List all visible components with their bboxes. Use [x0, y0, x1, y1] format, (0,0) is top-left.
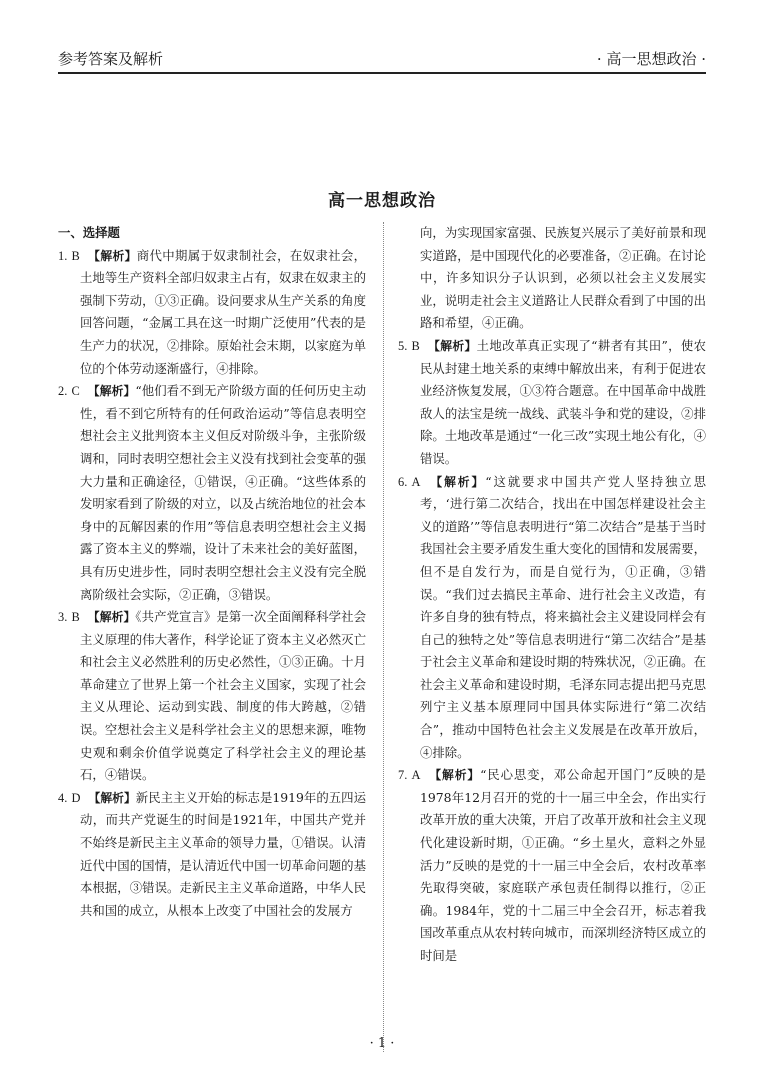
question-number: 1.: [58, 248, 68, 263]
question-answer: A: [411, 768, 421, 783]
question-text: 新民主主义开始的标志是1919年的五四运动，而共产党诞生的时间是1921年，中国共产党并不始终是新民主主义革命的领导力量，①错误。认清近代中国的国情，是认清近代中国一切革命问题的基本根据，③错误。走新民主主义革命道路，中华人民共和国的成立，从根本上改变了中国社会的发展方: [80, 789, 366, 918]
question-5: [398, 335, 706, 471]
question-answer: A: [411, 474, 421, 489]
header-left-text: 参考答案及解析: [58, 50, 164, 68]
question-text: “这就要求中国共产党人坚持独立思考，‘进行第二次结合，找出在中国怎样建设社会主义的道路’”等信息表明进行“第二次结合”是基于当时我国社会主要矛盾发生重大变化的国情和发展需要，但不是自发行为，而是自觉行为，①正确，③错误。“我们过去搞民主革命、进行社会主义改造，有许多自身的独有特点，将来搞社会主义建设同样会有自己的独特之处”等信息表明进行“第二次结合”是基于社会主义革命和建设时期的特殊状况，②正确。在社会主义革命和建设时期，毛泽东同志提出把马克思列宁主义基本原理同中国具体实际进行“第二次结合”，推动中国特色社会主义发展是在改革开放后，④排除。: [420, 473, 706, 760]
header-right-text: · 高一思想政治 ·: [596, 50, 706, 68]
question-answer: B: [71, 610, 80, 625]
right-column: [398, 222, 706, 968]
question-answer: D: [71, 790, 81, 805]
page-header: [58, 44, 706, 72]
question-number: 3.: [58, 610, 68, 625]
question-2: [58, 380, 366, 606]
question-text: 土地改革真正实现了“耕者有其田”，使农民从封建土地关系的束缚中解放出来，有利于促进农业经济恢复发展，①③符合题意。在中国革命中战胜敌人的法宝是统一战线、武装斗争和党的建设，②排除。土地改革是通过“一化三改”实现土地公有化，④错误。: [420, 337, 706, 466]
question-4-continuation: 向，为实现国家富强、民族复兴展示了美好前景和现实道路，是中国现代化的必要准备，②正确。在讨论中，许多知识分子认识到，必须以社会主义发展实业，说明走社会主义道路让人民群众看到了中国的出路和希望，④正确。: [420, 225, 706, 331]
analysis-tag: 【解析】: [428, 768, 481, 783]
section-heading: 一、选择题: [58, 225, 120, 240]
header-rule: [58, 72, 706, 74]
question-text: 《共产党宣言》是第一次全面阐释科学社会主义原理的伟大著作，科学论证了资本主义必然灭亡和社会主义必然胜利的历史必然性，①③正确。十月革命建立了世界上第一个社会主义国家，实现了社会主义从理论、运动到实践、制度的伟大跨越，②错误。空想社会主义是科学社会主义的思想来源，唯物史观和剩余价值学说奠定了科学社会主义的理论基石，④错误。: [80, 609, 366, 783]
analysis-tag: 【解析】: [88, 790, 136, 805]
question-answer: C: [71, 384, 80, 399]
question-number: 7.: [398, 768, 408, 783]
column-divider: [383, 222, 384, 1052]
question-1: [58, 245, 366, 381]
analysis-tag: 【解析】: [87, 610, 136, 625]
question-number: 4.: [58, 790, 68, 805]
analysis-tag: 【解析】: [427, 338, 477, 353]
question-6: [398, 471, 706, 765]
question-number: 6.: [398, 474, 408, 489]
left-column: [58, 222, 366, 922]
analysis-tag: 【解析】: [87, 384, 136, 399]
question-number: 5.: [398, 338, 408, 353]
analysis-tag: 【解析】: [87, 248, 137, 263]
document-title: 高一思想政治: [328, 191, 436, 211]
question-7: [398, 764, 706, 967]
question-text: “民心思变，邓公命起开国门”反映的是1978年12月召开的党的十一届三中全会，作出实行改革开放的重大决策，开启了改革开放和社会主义现代化建设新时期，①正确。“乡土星火，意料之外显活力”反映的是党的十一届三中全会后，农村改革率先取得突破，家庭联产承包责任制得以推行，②正确。1984年，党的十二届三中全会召开，标志着我国改革重点从农村转向城市，而深圳经济特区成立的时间是: [420, 767, 706, 963]
question-answer: B: [411, 338, 420, 353]
question-text: “他们看不到无产阶级方面的任何历史主动性，看不到它所特有的任何政治运动”等信息表明空想社会主义批判资本主义但反对阶级斗争，主张阶级调和，同时表明空想社会主义没有找到社会变革的强大力量和正确途径，①错误，④正确。“这些体系的发明家看到了阶级的对立，以及占统治地位的社会本身中的瓦解因素的作用”等信息表明空想社会主义揭露了资本主义的弊端，设计了未来社会的美好蓝图，具有历史进步性，同时表明空想社会主义没有完全脱离阶级社会实际，②正确，③错误。: [80, 383, 366, 602]
analysis-tag: 【解析】: [428, 474, 486, 489]
question-text: 商代中期属于奴隶制社会，在奴隶社会，土地等生产资料全部归奴隶主占有，奴隶在奴隶主的强制下劳动，①③正确。设问要求从生产关系的角度回答问题，“金属工具在这一时期广泛使用”代表的是生产力的状况，②排除。原始社会末期，以家庭为单位的个体劳动逐渐盛行，④排除。: [80, 247, 366, 376]
question-number: 2.: [58, 384, 68, 399]
question-3: [58, 606, 366, 787]
question-answer: B: [71, 248, 80, 263]
question-4: [58, 787, 366, 923]
page-number: · 1 ·: [369, 1036, 395, 1051]
